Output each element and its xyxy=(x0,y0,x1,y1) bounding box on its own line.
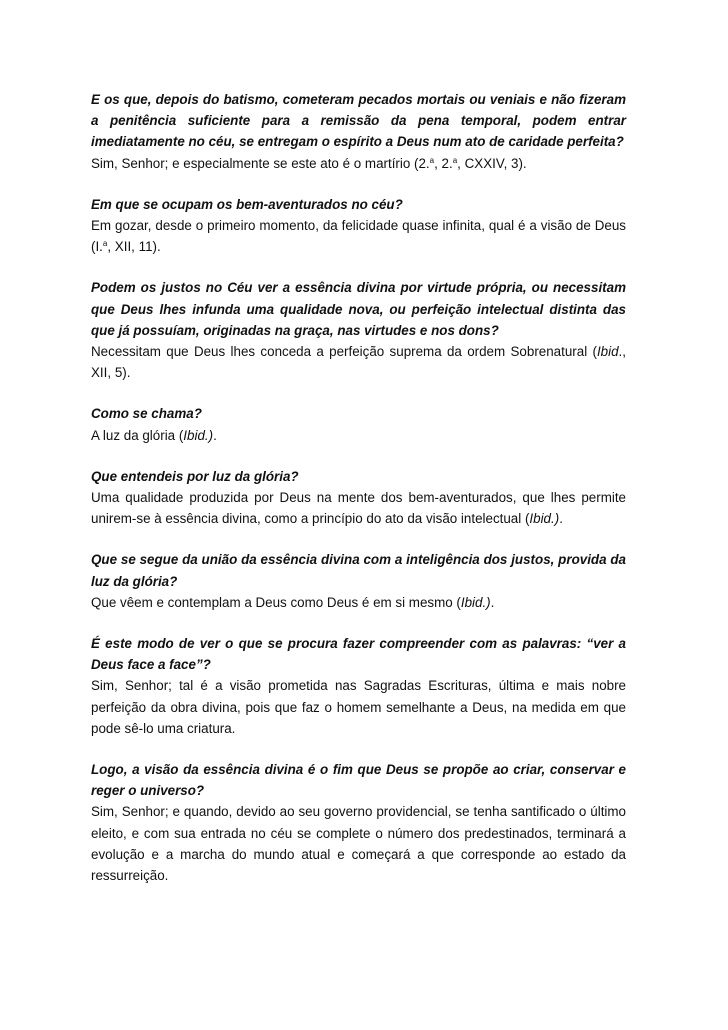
question-5: Que entendeis por luz da glória? xyxy=(91,468,299,484)
answer-7: Sim, Senhor; tal é a visão prometida nas Sagradas Escrituras, última e mais nobre perfeição da obra divina, pois que faz o homem semelhante a Deus, na medida em que pode sê-lo uma criatura. xyxy=(91,678,626,736)
answer-4-end: . xyxy=(213,427,217,443)
answer-2-superscript: a xyxy=(102,239,108,249)
question-6: Que se segue da união da essência divina com a inteligência dos justos, provida da luz da glória? xyxy=(91,552,626,589)
qa-block-8 xyxy=(91,759,626,886)
answer-1-superscript-1: a xyxy=(429,155,435,165)
answer-5-text: Uma qualidade produzida por Deus na mente dos bem-aventurados, que lhes permite unirem-se à essência divina, como a princípio do ato da visão intelectual ( xyxy=(91,490,626,527)
qa-block-1 xyxy=(91,89,626,174)
answer-6-end: . xyxy=(490,594,495,610)
question-8: Logo, a visão da essência divina é o fim que Deus se propõe ao criar, conservar e reger o universo? xyxy=(91,762,626,799)
answer-5-end: . xyxy=(559,511,563,527)
question-1: E os que, depois do batismo, cometeram pecados mortais ou veniais e não fizeram a penitência suficiente para a remissão da pena temporal, podem entrar imediatamente no céu, se entregam o espírito a Deus num ato de caridade perfeita? xyxy=(91,92,626,150)
qa-block-7 xyxy=(91,633,626,739)
qa-block-6 xyxy=(91,549,626,613)
answer-3-end: ., XII, 5). xyxy=(91,344,626,381)
answer-6 xyxy=(91,592,626,613)
answer-5 xyxy=(91,487,626,529)
answer-3 xyxy=(91,341,626,383)
answer-1 xyxy=(91,153,626,174)
qa-block-3 xyxy=(91,277,626,383)
answer-2-text: Em gozar, desde o primeiro momento, da felicidade quase infinita, qual é a visão de Deus (I. xyxy=(91,218,626,255)
answer-6-citation: Ibid.) xyxy=(460,594,491,610)
answer-1-text: Sim, Senhor; e especialmente se este ato é o martírio (2. xyxy=(91,155,430,171)
answer-6-text: Que vêem e contemplam a Deus como Deus é em si mesmo ( xyxy=(91,594,461,610)
qa-block-5 xyxy=(91,466,626,530)
answer-2 xyxy=(91,215,626,257)
answer-5-citation: Ibid.) xyxy=(529,511,560,527)
question-2: Em que se ocupam os bem-aventurados no céu? xyxy=(91,196,403,212)
document-page xyxy=(91,89,626,906)
answer-1-superscript-2: a xyxy=(452,155,458,165)
answer-1-mid: , 2. xyxy=(434,155,453,171)
answer-2-end: , XII, 11). xyxy=(107,239,161,255)
question-7: É este modo de ver o que se procura fazer compreender com as palavras: “ver a Deus face a face”? xyxy=(91,636,626,673)
answer-4-text: A luz da glória ( xyxy=(91,427,184,443)
answer-4-citation: Ibid.) xyxy=(183,427,214,443)
qa-block-2 xyxy=(91,194,626,258)
answer-1-end: , CXXIV, 3). xyxy=(457,155,527,171)
answer-3-citation: Ibid xyxy=(596,344,619,360)
answer-3-text: Necessitam que Deus lhes conceda a perfeição suprema da ordem Sobrenatural ( xyxy=(91,344,597,360)
answer-8: Sim, Senhor; e quando, devido ao seu governo providencial, se tenha santificado o último eleito, e com sua entrada no céu se complete o número dos predestinados, terminará a evolução e a marcha do mundo atual e começará a que corresponde ao estado da ressurreição. xyxy=(91,804,626,884)
question-3: Podem os justos no Céu ver a essência divina por virtude própria, ou necessitam que Deus lhes infunda uma qualidade nova, ou perfeição intelectual distinta das que já possuíam, originadas na graça, nas virtudes e nos dons? xyxy=(91,280,626,338)
question-4: Como se chama? xyxy=(91,406,202,422)
qa-block-4 xyxy=(91,403,626,445)
answer-4 xyxy=(91,425,626,446)
